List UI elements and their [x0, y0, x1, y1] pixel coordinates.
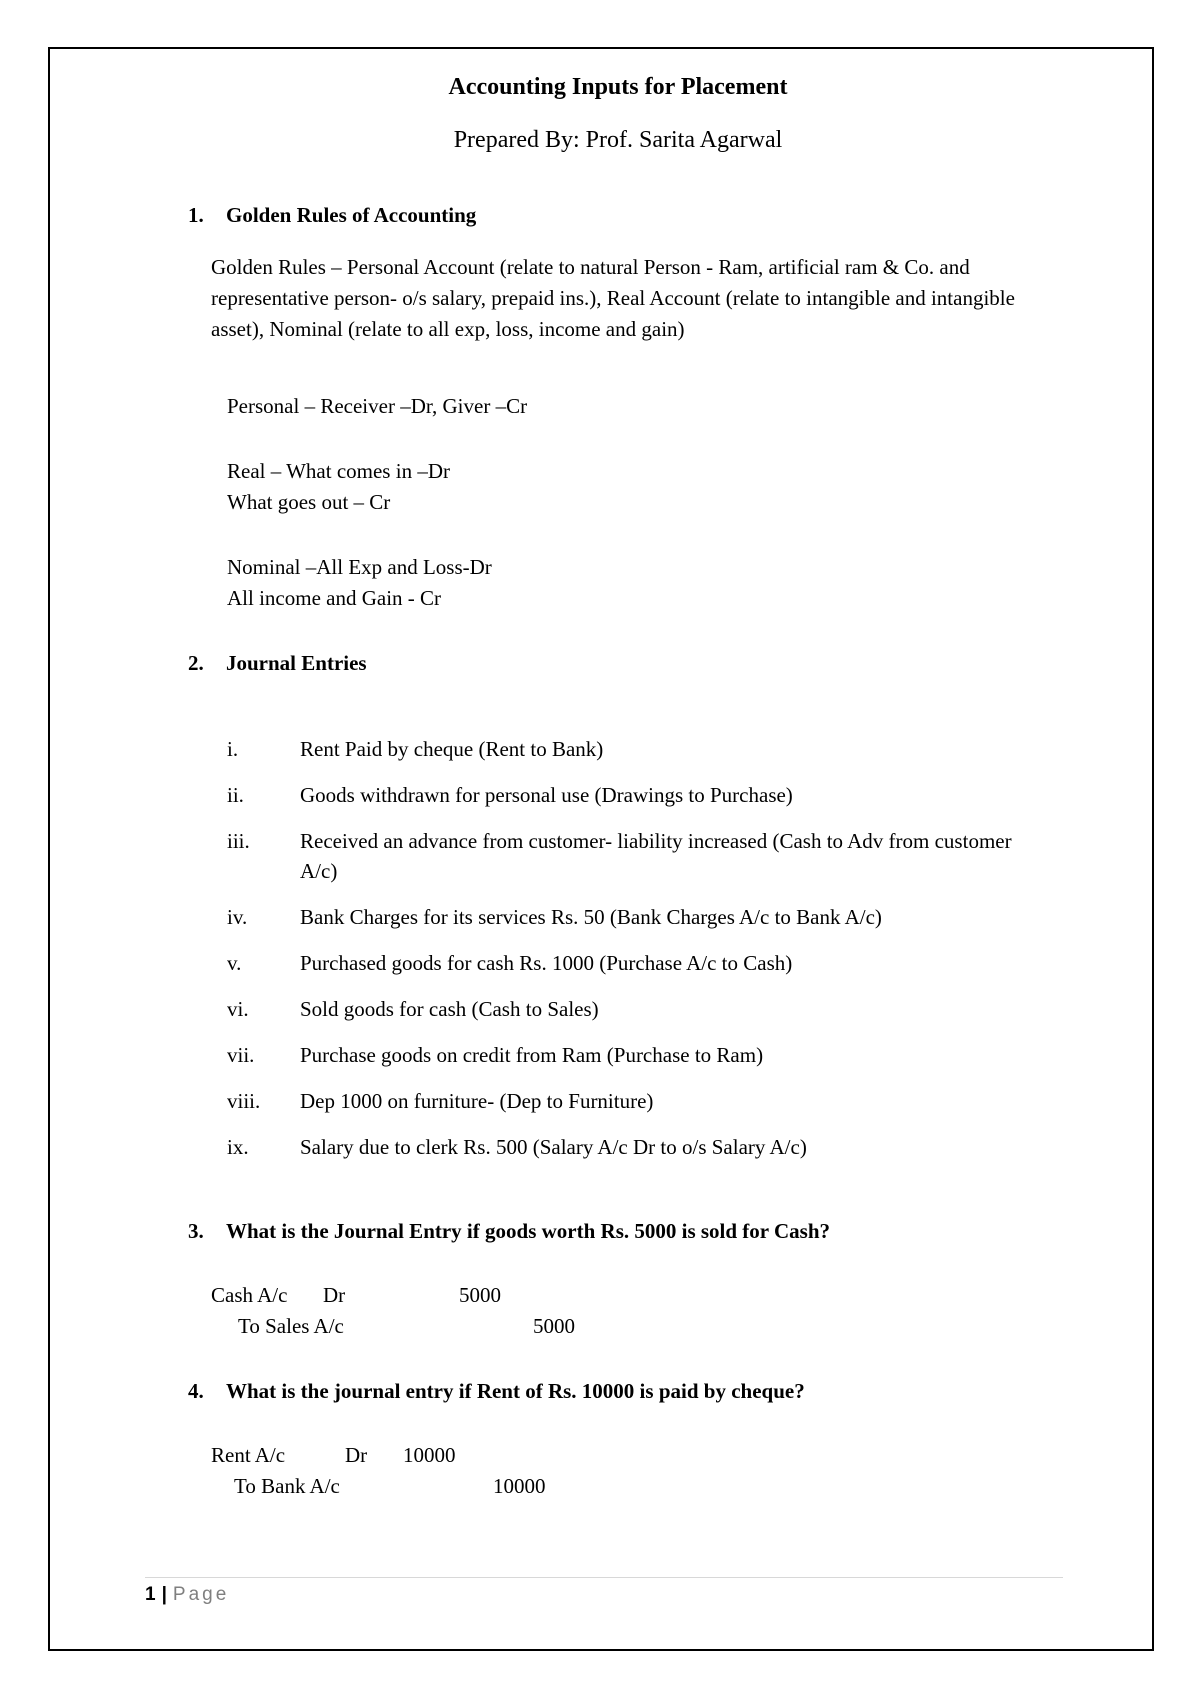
list-item-number: iii. [227, 829, 250, 853]
list-item-number: ix. [227, 1135, 249, 1159]
document-title: Accounting Inputs for Placement [448, 74, 788, 100]
page-label: Page [172, 1584, 230, 1605]
list-item-text: Purchased goods for cash Rs. 1000 (Purchase A/c to Cash) [300, 951, 793, 975]
list-item [227, 734, 1047, 764]
journal-entries-list [227, 734, 1047, 1178]
rule-real-2: What goes out – Cr [227, 490, 391, 514]
entry-3-credit-amount: 5000 [533, 1314, 575, 1338]
list-item-text: Rent Paid by cheque (Rent to Bank) [300, 737, 604, 761]
rule-real-1: Real – What comes in –Dr [227, 459, 450, 483]
list-item [227, 826, 1047, 886]
list-item-text: Dep 1000 on furniture- (Dep to Furniture) [300, 1089, 654, 1113]
entry-3-credit-account: To Sales A/c [238, 1314, 344, 1338]
entry-4-debit-account: Rent A/c [211, 1443, 286, 1467]
list-item-text: Salary due to clerk Rs. 500 (Salary A/c Dr to o/s Salary A/c) [300, 1135, 807, 1159]
rule-nominal-2: All income and Gain - Cr [227, 586, 442, 610]
section-4-number: 4. [188, 1379, 204, 1403]
list-item [227, 948, 1047, 978]
entry-4-dr-label: Dr [345, 1443, 368, 1467]
entry-4-debit-amount: 10000 [403, 1443, 456, 1467]
list-item [227, 1132, 1047, 1162]
list-item [227, 994, 1047, 1024]
list-item-number: vi. [227, 997, 249, 1021]
section-3-heading: What is the Journal Entry if goods worth Rs. 5000 is sold for Cash? [226, 1219, 831, 1243]
list-item-text: Goods withdrawn for personal use (Drawings to Purchase) [300, 783, 793, 807]
list-item [227, 780, 1047, 810]
list-item [227, 902, 1047, 932]
footer-divider [145, 1577, 1063, 1578]
list-item-number: v. [227, 951, 242, 975]
entry-3-debit-amount: 5000 [459, 1283, 501, 1307]
page-number: 1 [145, 1584, 156, 1605]
list-item-number: i. [227, 737, 239, 761]
list-item [227, 1040, 1047, 1070]
section-4-heading: What is the journal entry if Rent of Rs. 10000 is paid by cheque? [226, 1379, 805, 1403]
list-item-text: Sold goods for cash (Cash to Sales) [300, 997, 599, 1021]
entry-3-dr-label: Dr [323, 1283, 346, 1307]
footer-separator: | [161, 1584, 167, 1605]
section-1-heading: Golden Rules of Accounting [226, 203, 477, 227]
list-item-number: viii. [227, 1089, 261, 1113]
section-2-heading: Journal Entries [226, 651, 367, 675]
rule-nominal-1: Nominal –All Exp and Loss-Dr [227, 555, 492, 579]
section-3-number: 3. [188, 1219, 204, 1243]
list-item [227, 1086, 1047, 1116]
entry-4-credit-amount: 10000 [493, 1474, 546, 1498]
entry-3-debit-account: Cash A/c [211, 1283, 288, 1307]
document-subtitle: Prepared By: Prof. Sarita Agarwal [453, 127, 783, 153]
list-item-text: Received an advance from customer- liability increased (Cash to Adv from customer A/c) [300, 829, 1012, 883]
page-footer [145, 1584, 229, 1606]
list-item-number: iv. [227, 905, 248, 929]
list-item-number: ii. [227, 783, 244, 807]
list-item-text: Purchase goods on credit from Ram (Purchase to Ram) [300, 1043, 764, 1067]
list-item-text: Bank Charges for its services Rs. 50 (Bank Charges A/c to Bank A/c) [300, 905, 882, 929]
rule-personal: Personal – Receiver –Dr, Giver –Cr [227, 394, 528, 418]
entry-4-credit-account: To Bank A/c [234, 1474, 340, 1498]
section-1-number: 1. [188, 203, 204, 227]
list-item-number: vii. [227, 1043, 255, 1067]
section-2-number: 2. [188, 651, 204, 675]
golden-rules-paragraph: Golden Rules – Personal Account (relate to natural Person - Ram, artificial ram & Co. and representative person- o/s salary, prepaid ins.), Real Account (relate to intangible and intangible asset), Nominal (relate to all exp, loss, income and gain) [211, 255, 1015, 341]
